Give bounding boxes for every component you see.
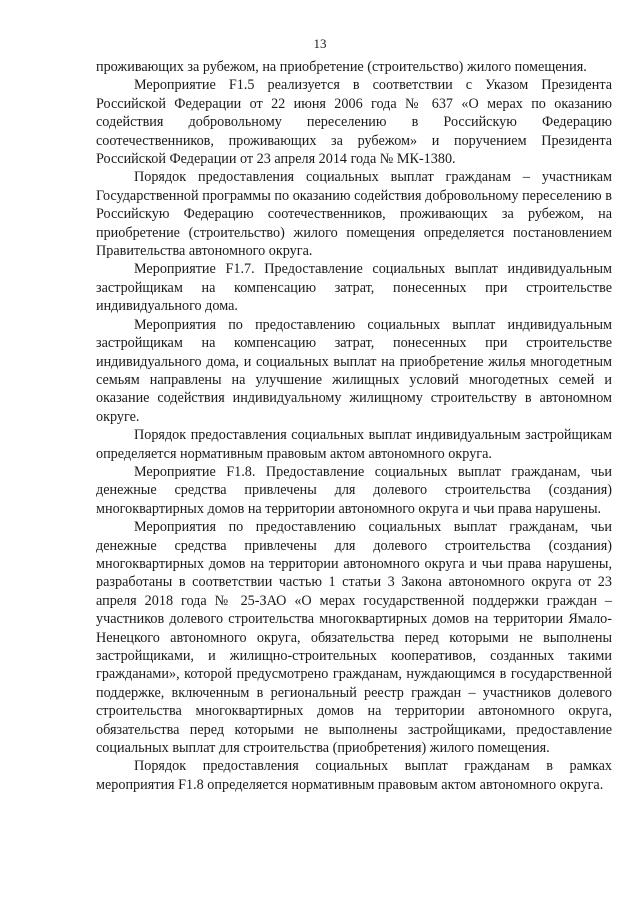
paragraph-f1-8-measures: Мероприятия по предоставлению социальных выплат гражданам, чьи денежные средства привлечены для долевого строительства (создания) многоквартирных домов на территории автономного округа и чьи права нарушены, разработаны в соответствии частью 1 статьи 3 Закона автономного округа от 23 апреля 2018 года № 25-ЗАО «О мерах государственной поддержки граждан – участников долевого строительства многоквартирных домов на территории Ямало-Ненецкого автономного округа, обязательства перед которыми не выполнены застройщиками, и жилищно-строительных кооперативов, созданных такими гражданами», которой предусмотрено гражданам, нуждающимся в государственной поддержке, включенным в региональный реестр граждан – участников долевого строительства многоквартирных домов на территории автономного округа, обязательства перед которыми не выполнены застройщиками, предоставление социальных выплат для строительства (приобретения) жилого помещения. xyxy=(96,519,612,757)
paragraph-f1-8: Мероприятие F1.8. Предоставление социальных выплат гражданам, чьи денежные средства привлечены для долевого строительства (создания) многоквартирных домов на территории автономного округа и чьи права нарушены. xyxy=(96,463,612,517)
paragraph-f1-7-procedure: Порядок предоставления социальных выплат индивидуальным застройщикам определяется нормативным правовым актом автономного округа. xyxy=(96,427,612,462)
document-body xyxy=(96,58,612,794)
paragraph-continuation: проживающих за рубежом, на приобретение (строительство) жилого помещения. xyxy=(96,59,587,75)
paragraph-f1-7: Мероприятие F1.7. Предоставление социальных выплат индивидуальным застройщикам на компенсацию затрат, понесенных при строительстве индивидуального дома. xyxy=(96,261,612,315)
paragraph-f1-5-procedure: Порядок предоставления социальных выплат гражданам – участникам Государственной программы по оказанию содействия добровольному переселению в Российскую Федерацию соотечественников, проживающих за рубежом, на приобретение (строительство) жилого помещения определяется постановлением Правительства автономного округа. xyxy=(96,169,612,260)
paragraph-f1-7-measures: Мероприятия по предоставлению социальных выплат индивидуальным застройщикам на компенсацию затрат, понесенных при строительстве индивидуального дома, и социальных выплат на приобретение жилья многодетным семьям направлены на улучшение жилищных условий многодетных семей и оказание содействия индивидуальному жилищному строительству в автономном округе. xyxy=(96,316,612,425)
paragraph-f1-8-procedure: Порядок предоставления социальных выплат гражданам в рамках мероприятия F1.8 определяется нормативным правовым актом автономного округа. xyxy=(96,758,612,793)
page-number: 13 xyxy=(313,36,327,51)
paragraph-f1-5: Мероприятие F1.5 реализуется в соответствии с Указом Президента Российской Федерации от 22 июня 2006 года № 637 «О мерах по оказанию содействия добровольному переселению в Российскую Федерацию соотечественников, проживающих за рубежом» и поручением Президента Российской Федерации от 23 апреля 2014 года № МК-1380. xyxy=(96,77,612,168)
